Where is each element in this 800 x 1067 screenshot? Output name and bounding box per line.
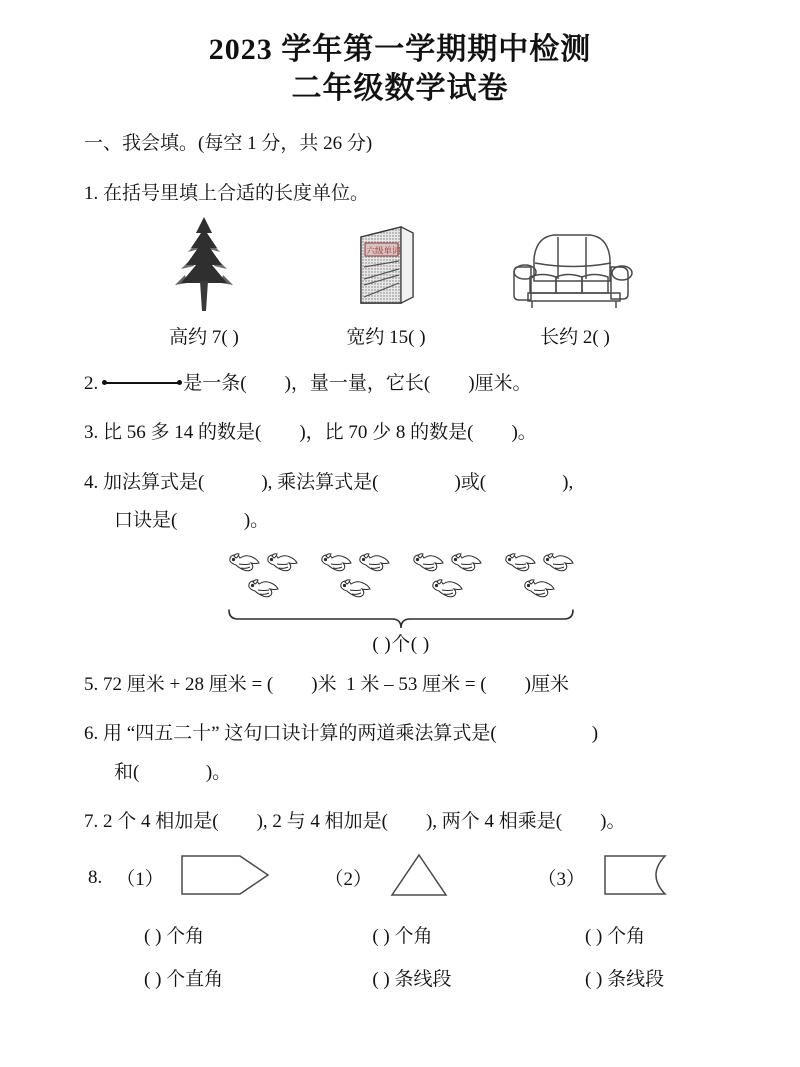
question-8-answers-row-2 bbox=[84, 964, 718, 991]
bird-group bbox=[224, 550, 302, 612]
bird-icon bbox=[318, 552, 352, 574]
shape-cell-1 bbox=[88, 850, 324, 905]
bird-icon bbox=[356, 552, 390, 574]
dictionary-book-icon bbox=[353, 223, 419, 316]
question-5: 5. 72 厘米 + 28 厘米 = ( )米 1 米 – 53 厘米 = ( )厘米 bbox=[84, 673, 569, 695]
caption-book: 宽约 15( ) bbox=[346, 326, 426, 348]
title-line-1: 2023 学年第一学期期中检测 bbox=[208, 33, 592, 66]
concave-rectangle-shape-icon bbox=[599, 850, 679, 905]
pine-tree-icon bbox=[167, 215, 241, 316]
shape-label-3: （3） bbox=[537, 869, 585, 891]
question-7: 7. 2 个 4 相加是( ), 2 与 4 相加是( ), 两个 4 相乘是( )。 bbox=[84, 811, 626, 832]
question-1-captions bbox=[84, 322, 718, 349]
answer-second-3: ( ) 条线段 bbox=[584, 969, 665, 991]
answer-angles-1: ( ) 个角 bbox=[144, 926, 205, 948]
sofa-icon bbox=[512, 229, 638, 316]
caption-sofa: 长约 2( ) bbox=[540, 326, 610, 348]
bird-icon bbox=[410, 552, 444, 574]
question-1-text: 1. 在括号里填上合适的长度单位。 bbox=[84, 182, 370, 204]
bird-icon bbox=[502, 552, 536, 574]
question-2-number: 2. bbox=[84, 372, 99, 394]
answer-angles-2: ( ) 个角 bbox=[372, 926, 433, 948]
question-2 bbox=[84, 369, 718, 398]
question-4-line-2: 口诀是( )。 bbox=[114, 510, 270, 532]
book-label-text: 六级单词 bbox=[366, 245, 401, 256]
question-8-shape-row bbox=[84, 850, 718, 905]
shape-cell-3 bbox=[537, 850, 718, 905]
bird-icon bbox=[226, 552, 260, 574]
pine-tree-cell bbox=[106, 215, 302, 316]
shape-cell-2 bbox=[324, 850, 537, 905]
question-4-birds-illustration bbox=[84, 550, 718, 655]
bird-group bbox=[316, 550, 394, 612]
bird-icon bbox=[540, 552, 574, 574]
question-8-number: 8. bbox=[88, 866, 103, 888]
shape-label-1: （1） bbox=[116, 869, 164, 891]
sofa-cell bbox=[470, 229, 680, 316]
bird-icon bbox=[337, 578, 371, 600]
bird-icon bbox=[429, 578, 463, 600]
page-title bbox=[0, 0, 800, 108]
question-6-line-1: 6. 用 “四五二十” 这句口诀计算的两道乘法算式是( ) bbox=[84, 723, 599, 745]
question-2-text: 是一条( )，量一量，它长( )厘米。 bbox=[183, 372, 532, 394]
answer-angles-3: ( ) 个角 bbox=[584, 926, 646, 948]
bird-icon bbox=[448, 552, 482, 574]
answer-second-1: ( ) 个直角 bbox=[144, 969, 224, 991]
answer-second-2: ( ) 条线段 bbox=[372, 969, 452, 991]
question-8-answers-row-1 bbox=[84, 921, 718, 948]
question-4-line-1: 4. 加法算式是( ), 乘法算式是( )或( ), bbox=[84, 471, 574, 493]
line-segment-icon bbox=[102, 377, 182, 389]
shape-label-2: （2） bbox=[324, 869, 372, 891]
title-line-2: 二年级数学试卷 bbox=[291, 72, 509, 105]
paper-body bbox=[0, 130, 800, 991]
bird-groups bbox=[84, 550, 718, 612]
underbrace-icon bbox=[227, 608, 575, 630]
dictionary-book-cell bbox=[302, 223, 470, 316]
bird-icon bbox=[521, 578, 555, 600]
bird-group bbox=[500, 550, 578, 612]
bird-icon bbox=[245, 578, 279, 600]
question-1-picture-row bbox=[84, 220, 718, 316]
question-4-brace-caption: ( )个( ) bbox=[372, 633, 430, 655]
caption-tree: 高约 7( ) bbox=[169, 326, 239, 348]
bird-group bbox=[408, 550, 486, 612]
question-6-line-2: 和( )。 bbox=[114, 761, 232, 783]
triangle-shape-icon bbox=[386, 850, 452, 905]
question-3: 3. 比 56 多 14 的数是( )，比 70 少 8 的数是( )。 bbox=[84, 422, 537, 444]
bird-icon bbox=[264, 552, 298, 574]
section-one-heading: 一、我会填。(每空 1 分，共 26 分) bbox=[84, 133, 373, 154]
pentagon-arrow-shape-icon bbox=[178, 850, 274, 905]
